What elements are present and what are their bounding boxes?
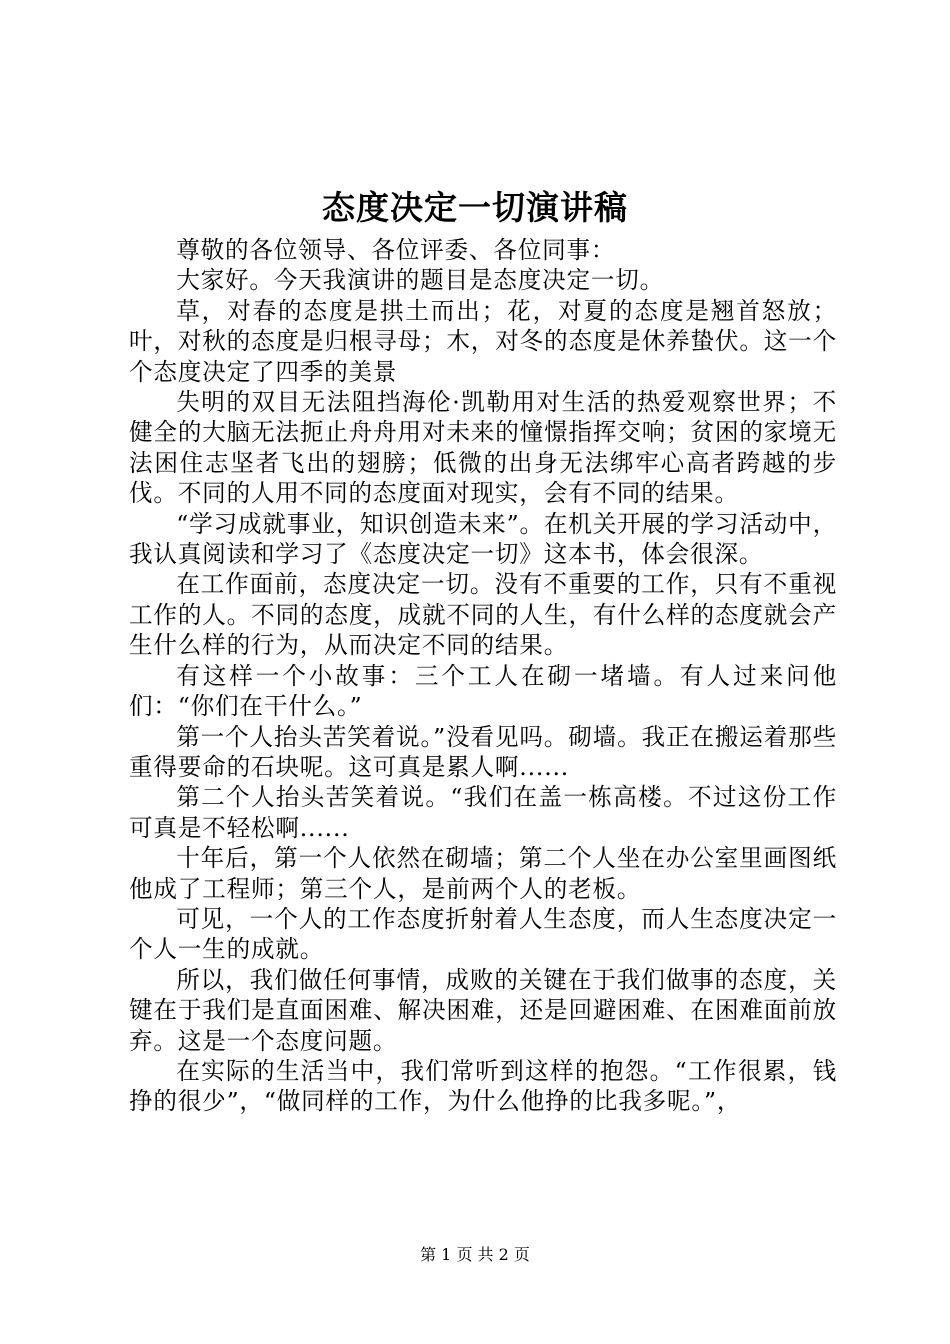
paragraph-study: “学习成就事业，知识创造未来”。在机关开展的学习活动中，我认真阅读和学习了《态度决定一切》这本书，体会很深。 (129, 509, 837, 569)
paragraph-second-worker: 第二个人抬头苦笑着说。“我们在盖一栋高楼。不过这份工作可真是不轻松啊...... (129, 783, 837, 842)
page-number-footer: 第 1 页 共 2 页 (420, 1245, 530, 1264)
paragraph-seasons: 草，对春的态度是拱土而出；花，对夏的态度是翘首怒放；叶，对秋的态度是归根寻母；木，对冬的态度是休养蛰伏。这一个个态度决定了四季的美景 (129, 296, 837, 386)
paragraph-key-to-success: 所以，我们做任何事情，成败的关键在于我们做事的态度，关键在于我们是直面困难、解决困难，还是回避困难、在困难面前放弃。这是一个态度问题。 (129, 965, 837, 1055)
paragraph-first-worker: 第一个人抬头苦笑着说。”没看见吗。砌墙。我正在搬运着那些重得要命的石块呢。这可真是累人啊...... (129, 722, 837, 781)
paragraph-examples: 失明的双目无法阻挡海伦·凯勒用对生活的热爱观察世界；不健全的大脑无法扼止舟舟用对未来的憧憬指挥交响；贫困的家境无法困住志坚者飞出的翅膀；低微的出身无法绑牢心高者跨越的步伐。不同的人用不同的态度面对现实，会有不同的结果。 (129, 388, 837, 508)
paragraph-complaints: 在实际的生活当中，我们常听到这样的抱怨。“工作很累，钱挣的很少”，“做同样的工作，为什么他挣的比我多呢。”， (129, 1056, 837, 1116)
paragraph-conclusion: 可见，一个人的工作态度折射着人生态度，而人生态度决定一个人一生的成就。 (129, 904, 837, 964)
paragraph-salutation: 尊敬的各位领导、各位评委、各位同事： (176, 236, 616, 264)
paragraph-story-intro: 有这样一个小故事：三个工人在砌一堵墙。有人过来问他们：“你们在干什么。” (129, 661, 837, 721)
paragraph-greeting: 大家好。今天我演讲的题目是态度决定一切。 (176, 266, 665, 295)
paragraph-work-attitude: 在工作面前，态度决定一切。没有不重要的工作，只有不重视工作的人。不同的态度，成就不同的人生，有什么样的态度就会产生什么样的行为，从而决定不同的结果。 (129, 570, 837, 660)
paragraph-ten-years-later: 十年后，第一个人依然在砌墙；第二个人坐在办公室里画图纸他成了工程师；第三个人，是前两个人的老板。 (129, 844, 837, 903)
document-title: 态度决定一切演讲稿 (322, 188, 628, 227)
document-body (129, 235, 837, 1117)
